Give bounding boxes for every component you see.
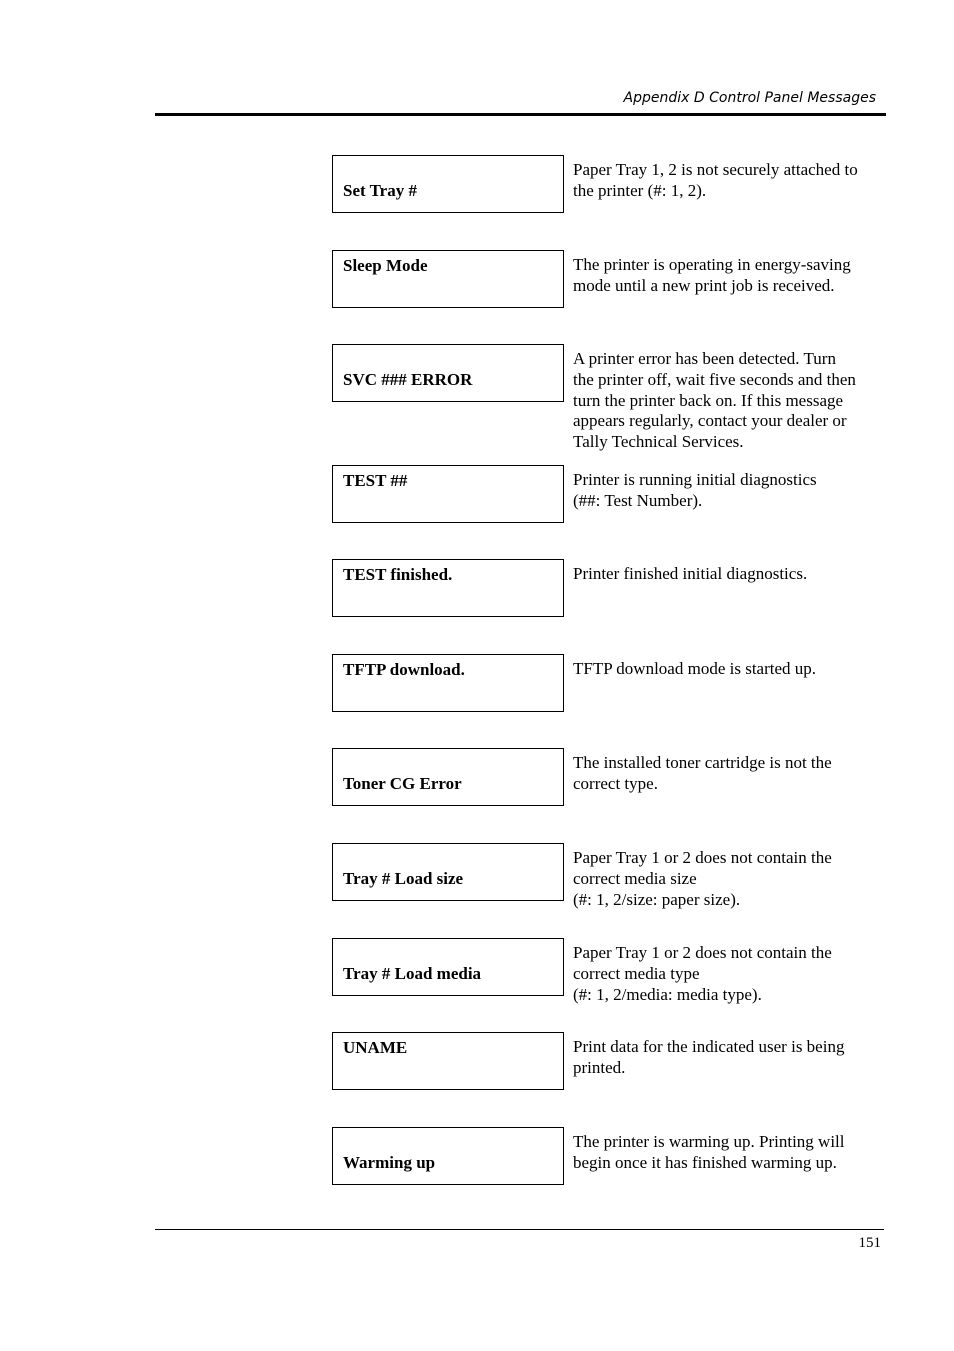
lcd-display-box — [332, 748, 564, 806]
description-line: printed. — [573, 1057, 626, 1077]
description-line: correct media size — [573, 868, 697, 888]
lcd-display-box — [332, 1032, 564, 1090]
description-line: Printer is running initial diagnostics — [573, 470, 817, 489]
description-line: Print data for the indicated user is being — [573, 1037, 845, 1056]
header-divider — [155, 113, 886, 116]
message-description — [573, 160, 888, 202]
lcd-display-box — [332, 559, 564, 617]
description-line: Tally Technical Services. — [573, 432, 744, 452]
description-line: TFTP download mode is started up. — [573, 659, 817, 678]
description-line: A printer error has been detected. Turn — [573, 349, 836, 368]
lcd-message: SVC ### ERROR — [343, 370, 473, 389]
message-description — [573, 848, 888, 910]
message-description — [573, 1132, 888, 1174]
description-line: The installed toner cartridge is not the — [573, 753, 832, 772]
lcd-display-box — [332, 654, 564, 712]
lcd-message: Warming up — [343, 1153, 436, 1172]
lcd-display-box — [332, 843, 564, 901]
description-line: Printer finished initial diagnostics. — [573, 564, 808, 583]
message-description — [573, 470, 888, 512]
description-line: The printer is warming up. Printing will — [573, 1132, 845, 1151]
description-line: (#: 1, 2/size: paper size). — [573, 889, 741, 909]
description-line: correct media type — [573, 963, 700, 983]
message-description — [573, 943, 888, 1005]
description-line: The printer is operating in energy-saving — [573, 255, 851, 274]
lcd-message: Tray # Load size — [343, 869, 464, 888]
description-line: appears regularly, contact your dealer or — [573, 411, 847, 431]
description-line: the printer off, wait five seconds and then — [573, 369, 856, 389]
description-line: (##: Test Number). — [573, 490, 703, 510]
lcd-display-box — [332, 938, 564, 996]
description-line: turn the printer back on. If this message — [573, 390, 844, 410]
lcd-display-box — [332, 344, 564, 402]
description-line: Paper Tray 1, 2 is not securely attached to — [573, 160, 858, 179]
lcd-message: Tray # Load media — [343, 964, 482, 983]
description-line: Paper Tray 1 or 2 does not contain the — [573, 943, 832, 962]
message-description — [573, 659, 888, 680]
description-line: the printer (#: 1, 2). — [573, 180, 707, 200]
lcd-display-box — [332, 1127, 564, 1185]
message-description — [573, 255, 888, 297]
lcd-message: Sleep Mode — [343, 256, 428, 275]
lcd-message: Toner CG Error — [343, 774, 462, 793]
lcd-display-box — [332, 155, 564, 213]
lcd-display-box — [332, 250, 564, 308]
message-description — [573, 349, 888, 453]
description-line: Paper Tray 1 or 2 does not contain the — [573, 848, 832, 867]
description-line: begin once it has finished warming up. — [573, 1152, 837, 1172]
message-description — [573, 564, 888, 585]
lcd-message: TFTP download. — [343, 660, 465, 679]
lcd-message: Set Tray # — [343, 181, 417, 200]
lcd-message: TEST ## — [343, 471, 408, 490]
running-header: Appendix D Control Panel Messages — [623, 90, 876, 106]
description-line: correct type. — [573, 773, 658, 793]
message-description — [573, 1037, 888, 1079]
page-number: 151 — [858, 1235, 881, 1251]
message-description — [573, 753, 888, 795]
lcd-message: TEST finished. — [343, 565, 453, 584]
description-line: mode until a new print job is received. — [573, 275, 835, 295]
description-line: (#: 1, 2/media: media type). — [573, 984, 762, 1004]
lcd-message: UNAME — [343, 1038, 408, 1057]
lcd-display-box — [332, 465, 564, 523]
footer-divider — [155, 1229, 884, 1230]
